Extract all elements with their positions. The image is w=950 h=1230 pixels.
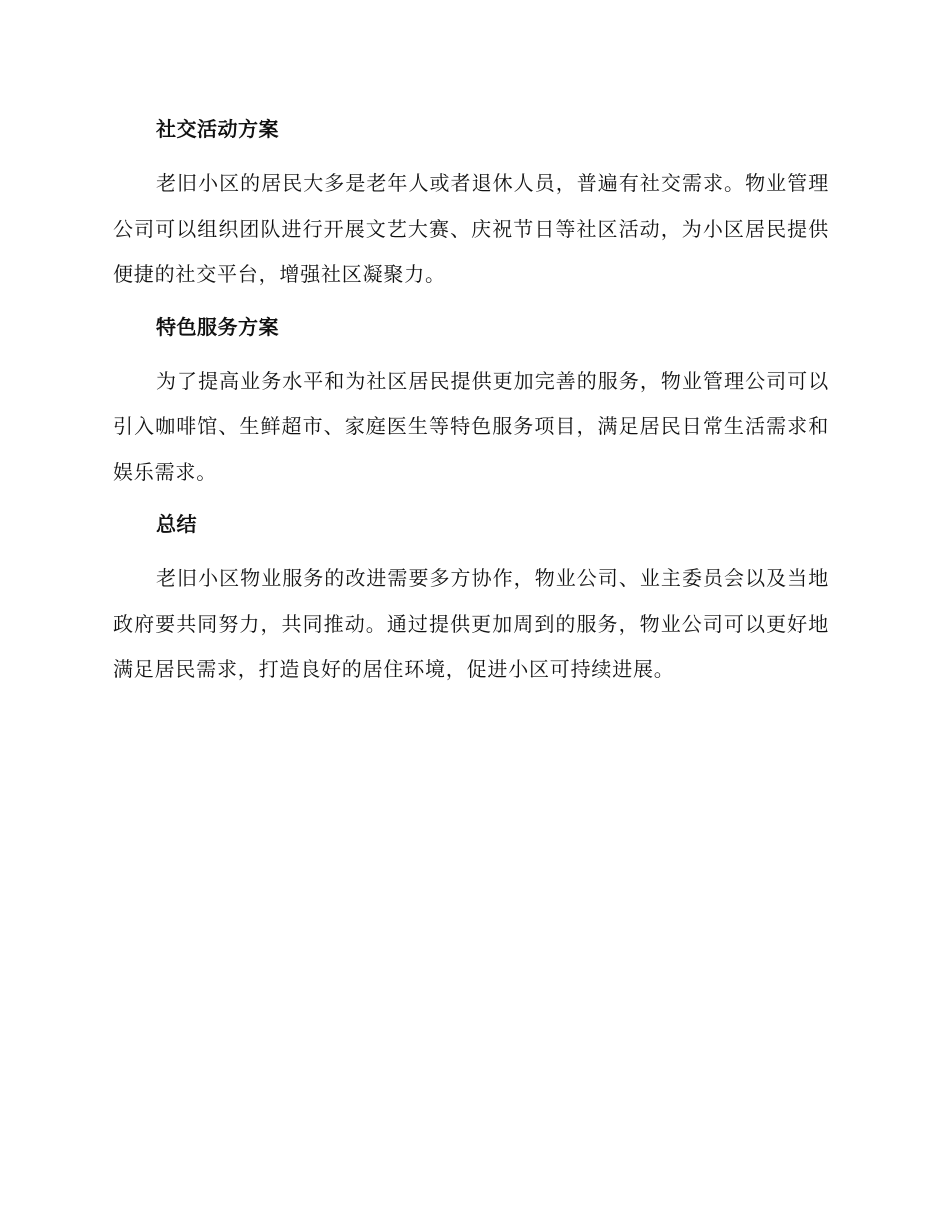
document-body [113,112,829,705]
section-summary [113,507,829,693]
section-social-activities [113,112,829,298]
section-paragraph: 为了提高业务水平和为社区居民提供更加完善的服务，物业管理公司可以引入咖啡馆、生鲜超市、家庭医生等特色服务项目，满足居民日常生活需求和娱乐需求。 [113,368,829,484]
section-heading: 特色服务方案 [156,314,279,339]
section-special-services [113,310,829,496]
section-heading: 社交活动方案 [156,117,279,141]
section-heading: 总结 [156,512,197,536]
section-paragraph: 老旧小区物业服务的改进需要多方协作，物业公司、业主委员会以及当地政府要共同努力，共同推动。通过提供更加周到的服务，物业公司可以更好地满足居民需求，打造良好的居住环境，促进小区可持续进展。 [113,566,829,681]
section-paragraph: 老旧小区的居民大多是老年人或者退休人员，普遍有社交需求。物业管理公司可以组织团队进行开展文艺大赛、庆祝节日等社区活动，为小区居民提供便捷的社交平台，增强社区凝聚力。 [113,171,829,286]
